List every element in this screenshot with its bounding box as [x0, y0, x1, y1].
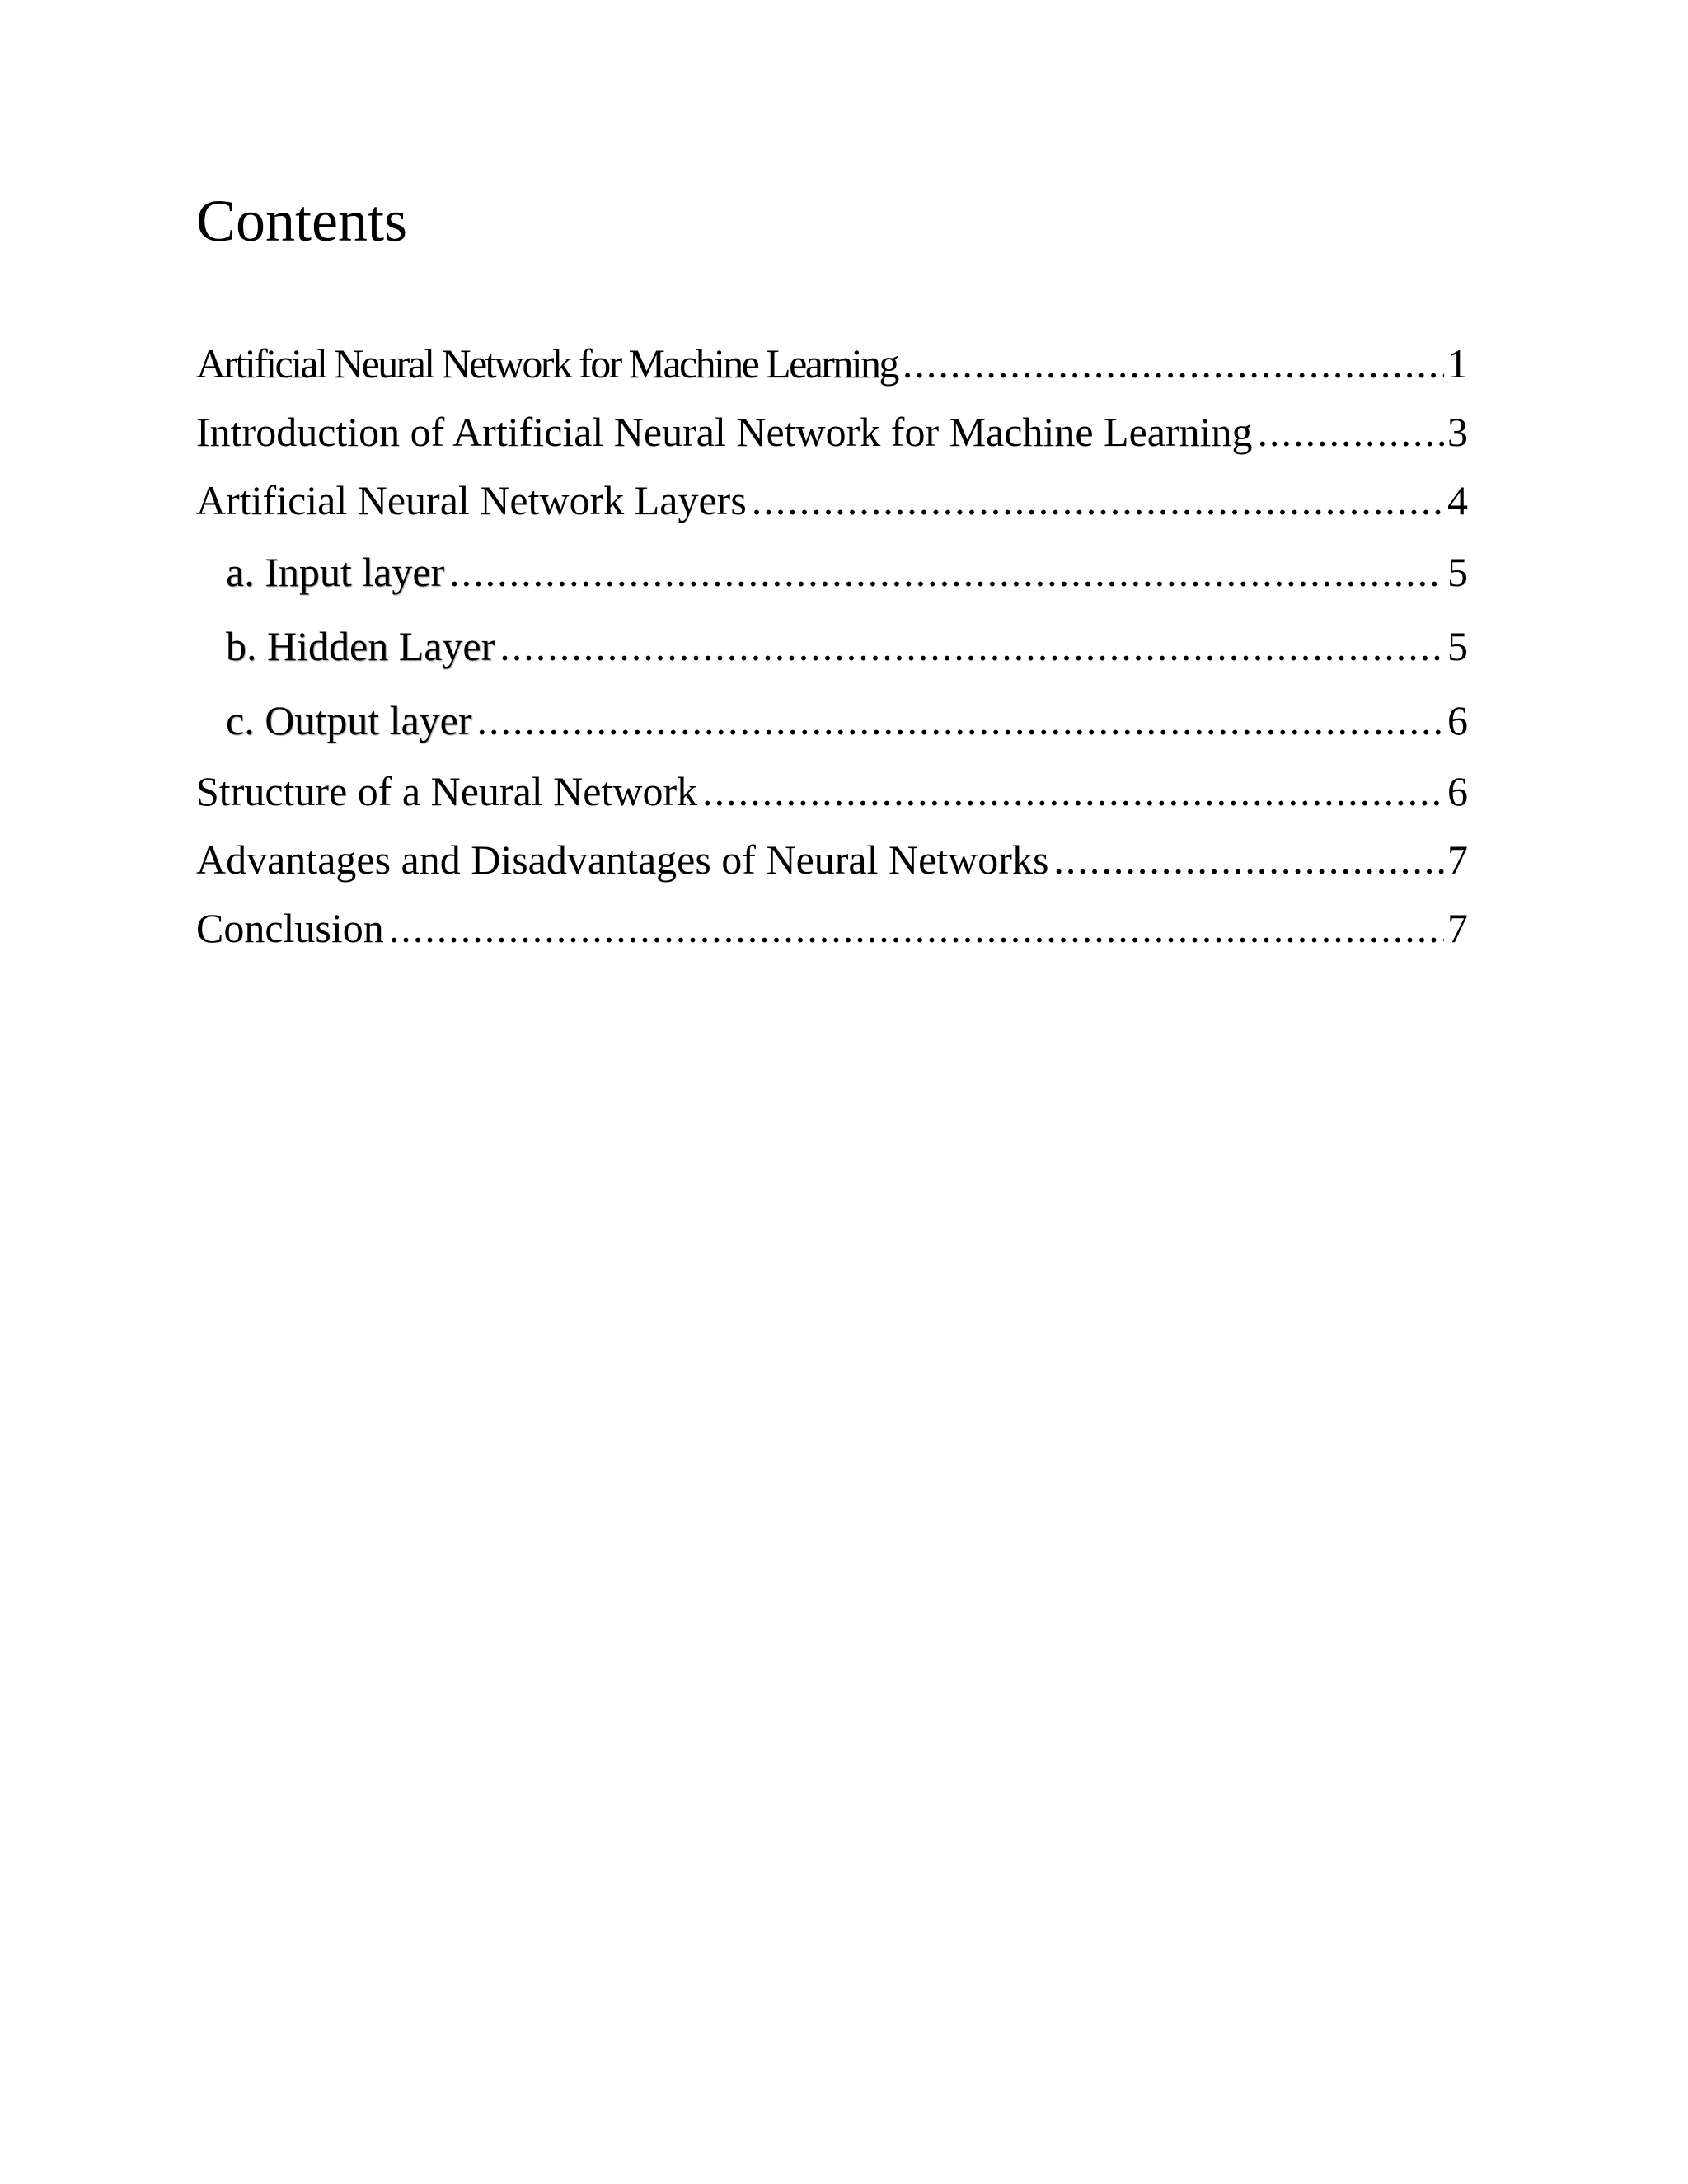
toc-dot-leader	[477, 683, 1444, 757]
toc-page-number: 5	[1447, 549, 1468, 595]
toc-entry-label: Artificial Neural Network Layers	[196, 477, 747, 523]
toc-dot-leader	[389, 894, 1444, 963]
toc-subentry[interactable]	[196, 683, 1468, 757]
toc-entry[interactable]	[196, 757, 1468, 826]
toc-dot-leader	[1053, 826, 1444, 894]
toc-dot-leader	[903, 330, 1444, 398]
toc-entry-label: a. Input layer	[226, 549, 445, 595]
toc-entry[interactable]	[196, 466, 1468, 535]
toc-subentry[interactable]	[196, 609, 1468, 683]
toc-dot-leader	[752, 466, 1444, 535]
toc-page-number: 5	[1447, 623, 1468, 669]
toc-entry-label: Structure of a Neural Network	[196, 768, 698, 814]
toc-page-number: 6	[1447, 697, 1468, 743]
toc-title: Contents	[196, 188, 408, 254]
table-of-contents	[196, 330, 1468, 963]
toc-entry-label: Introduction of Artificial Neural Network for Machine Learning	[196, 409, 1253, 455]
toc-page-number: 4	[1447, 477, 1468, 523]
toc-page-number: 1	[1447, 340, 1468, 387]
toc-page-number: 7	[1447, 905, 1468, 951]
toc-dot-leader	[1258, 398, 1445, 466]
toc-page-number: 7	[1447, 837, 1468, 883]
toc-entry-label: Advantages and Disadvantages of Neural Networks	[196, 837, 1049, 883]
toc-entry-label: b. Hidden Layer	[226, 623, 495, 669]
toc-entry[interactable]	[196, 826, 1468, 894]
toc-subentry[interactable]	[196, 535, 1468, 609]
toc-page-number: 3	[1447, 409, 1468, 455]
toc-entry-label: Artificial Neural Network for Machine Learning	[196, 340, 898, 387]
toc-dot-leader	[449, 535, 1444, 609]
toc-entry[interactable]	[196, 398, 1468, 466]
toc-entry[interactable]	[196, 330, 1468, 398]
toc-page-number: 6	[1447, 768, 1468, 814]
toc-entry-label: c. Output layer	[226, 697, 472, 743]
toc-entry-label: Conclusion	[196, 905, 384, 951]
toc-entry[interactable]	[196, 894, 1468, 963]
toc-dot-leader	[499, 609, 1444, 683]
toc-dot-leader	[702, 757, 1444, 826]
